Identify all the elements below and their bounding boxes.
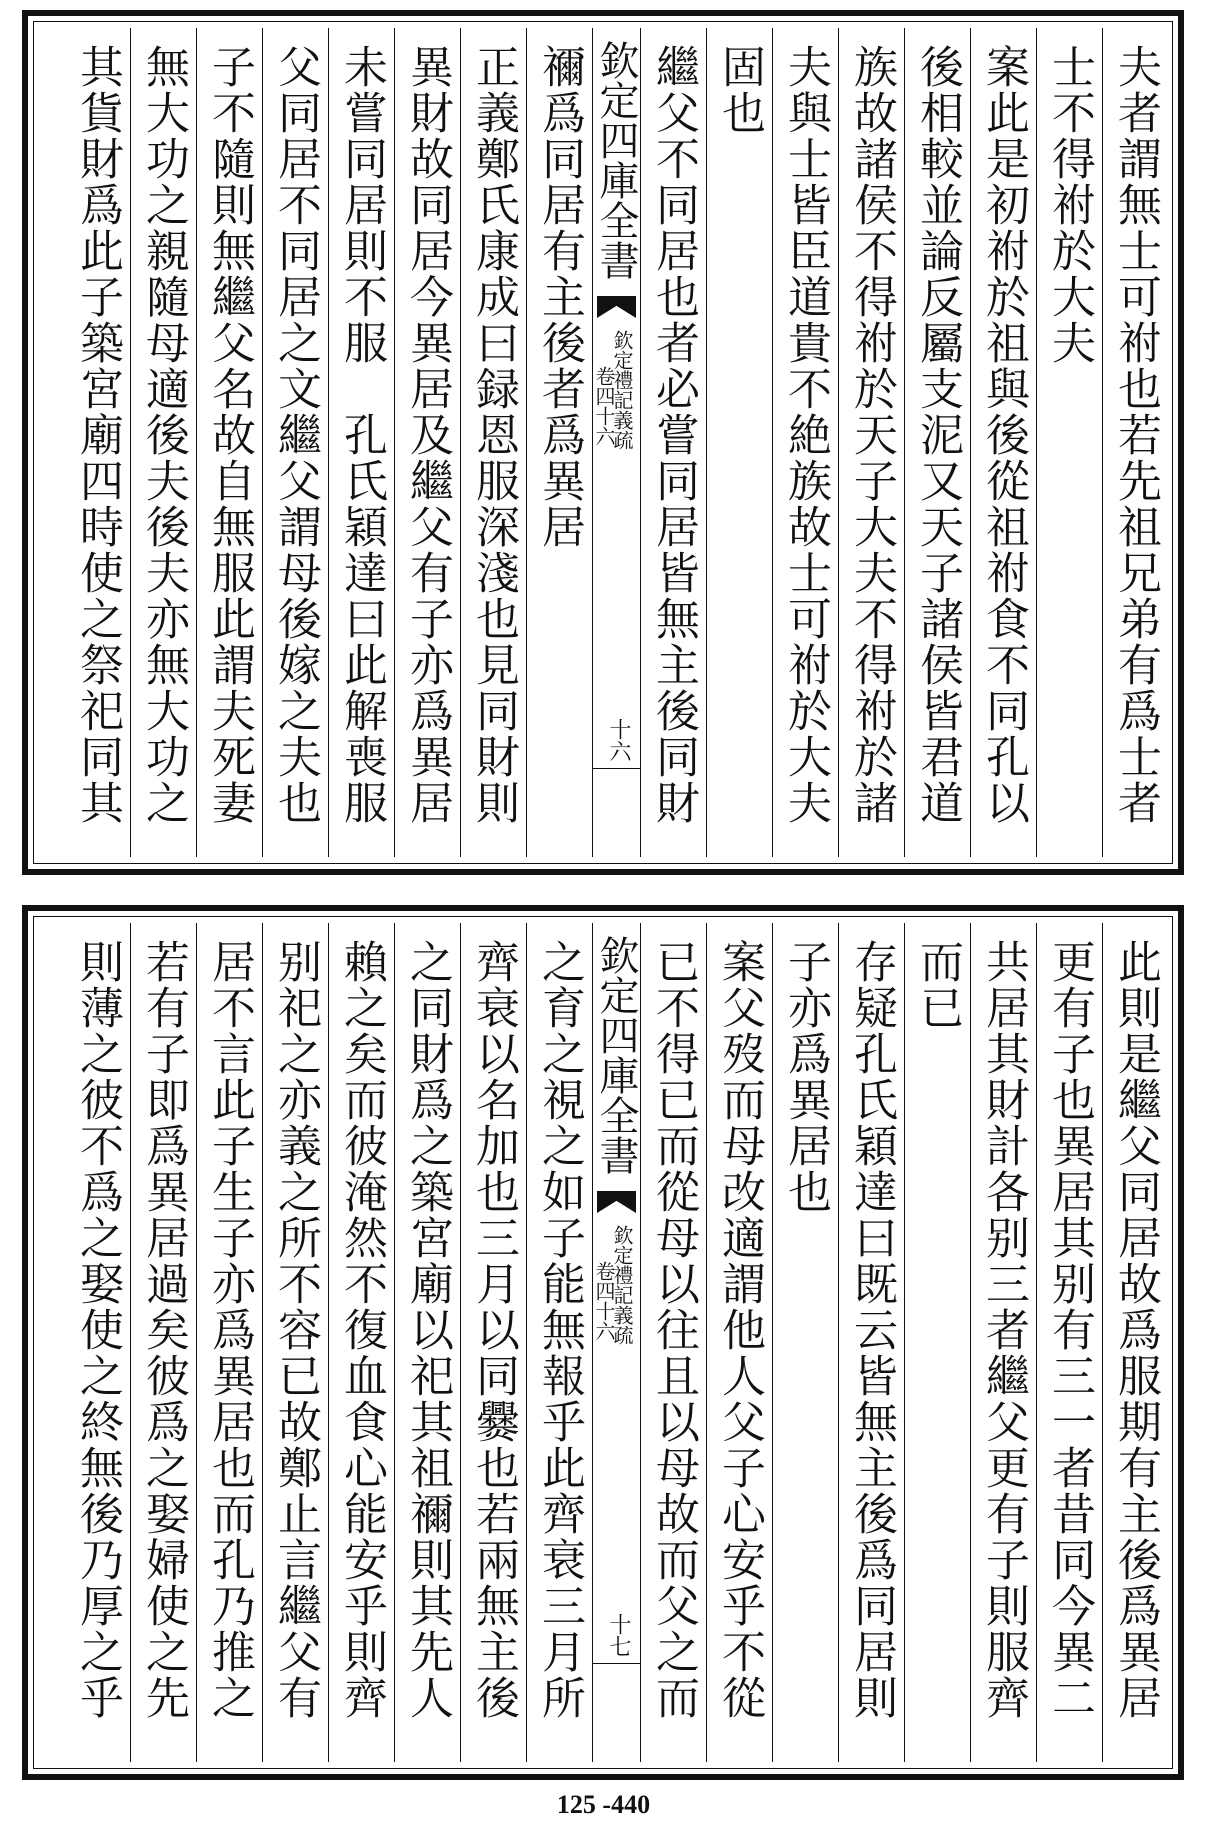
text-column: 已不得已而從母以往且以母故而父之而: [640, 923, 706, 1762]
text-column: 之同財爲之築宮廟以祀其祖禰則其先人: [394, 923, 460, 1762]
text-column: 父同居不同居之文繼父謂母後嫁之夫也: [262, 28, 328, 857]
text-column: 共居其財計各别三者繼父更有子則服齊: [970, 923, 1036, 1762]
text-column: 則薄之彼不爲之娶使之終無後乃厚之乎: [72, 939, 123, 1721]
text-column: 案父歿而母改適謂他人父子心安乎不從: [706, 923, 772, 1762]
leaf-number: 十七: [606, 1613, 631, 1657]
volume-label: 卷四十六: [592, 366, 616, 446]
text-column: 子亦爲異居也: [772, 923, 838, 1762]
text-column: 其貨財爲此子築宮廟四時使之祭祀同其: [72, 44, 123, 826]
text-column: 案此是初祔於祖與後從祖祔食不同孔以: [970, 28, 1036, 857]
fishtail-mark: [597, 296, 636, 318]
text-column: 而已: [904, 923, 970, 1762]
text-column: 居不言此子生子亦爲異居也而孔乃推之: [196, 923, 262, 1762]
top-page-frame: [22, 10, 1184, 875]
text-column: 若有子即爲異居過矣彼爲之娶婦使之先: [130, 923, 196, 1762]
text-column: 正義鄭氏康成曰録恩服深淺也見同財則: [460, 28, 526, 857]
bottom-text-columns: [38, 923, 1168, 1762]
center-rule: [593, 768, 640, 769]
text-column: 後相較並論反屬支泥又天子諸侯皆君道: [904, 28, 970, 857]
text-column: 族故諸侯不得祔於天子大夫不得祔於諸: [838, 28, 904, 857]
text-column: 别祀之亦義之所不容已故鄭止言繼父有: [262, 923, 328, 1762]
book-title: 欽定禮記義疏: [610, 1225, 634, 1345]
top-text-columns: [38, 28, 1168, 857]
text-column: 此則是繼父同居故爲服期有主後爲異居: [1102, 923, 1168, 1762]
bottom-page-frame: [22, 905, 1184, 1780]
collection-title: 欽定四庫全書: [593, 935, 639, 1175]
text-column: 賴之矣而彼淹然不復血食心能安乎則齊: [328, 923, 394, 1762]
leaf-number: 十六: [606, 718, 631, 762]
book-title: 欽定禮記義疏: [610, 330, 634, 450]
volume-label: 卷四十六: [592, 1261, 616, 1341]
text-column: 夫者謂無士可祔也若先祖兄弟有爲士者: [1102, 28, 1168, 857]
collection-title: 欽定四庫全書: [593, 40, 639, 280]
text-column: 士不得祔於大夫: [1036, 28, 1102, 857]
text-column: 異財故同居今異居及繼父有子亦爲異居: [394, 28, 460, 857]
text-column: 齊衰以名加也三月以同爨也若兩無主後: [460, 923, 526, 1762]
center-fold-margin: [592, 923, 640, 1762]
text-column: 無大功之親隨母適後夫後夫亦無大功之: [130, 28, 196, 857]
text-column: 存疑孔氏穎達曰既云皆無主後爲同居則: [838, 923, 904, 1762]
text-column: 夫與士皆臣道貴不絶族故士可祔於大夫: [772, 28, 838, 857]
text-column: 固也: [706, 28, 772, 857]
text-column: 未嘗同居則不服 孔氏穎達曰此解喪服: [328, 28, 394, 857]
fishtail-mark: [597, 1191, 636, 1213]
text-column: 繼父不同居也者必嘗同居皆無主後同財: [640, 28, 706, 857]
text-column: 更有子也異居其别有三一者昔同今異二: [1036, 923, 1102, 1762]
text-column: 之育之視之如子能無報乎此齊衰三月所: [526, 923, 592, 1762]
text-column: 禰爲同居有主後者爲異居: [526, 28, 592, 857]
text-column: 子不隨則無繼父名故自無服此謂夫死妻: [196, 28, 262, 857]
center-fold-margin: [592, 28, 640, 857]
center-rule: [593, 1663, 640, 1664]
page-number: 125 -440: [556, 1790, 651, 1819]
